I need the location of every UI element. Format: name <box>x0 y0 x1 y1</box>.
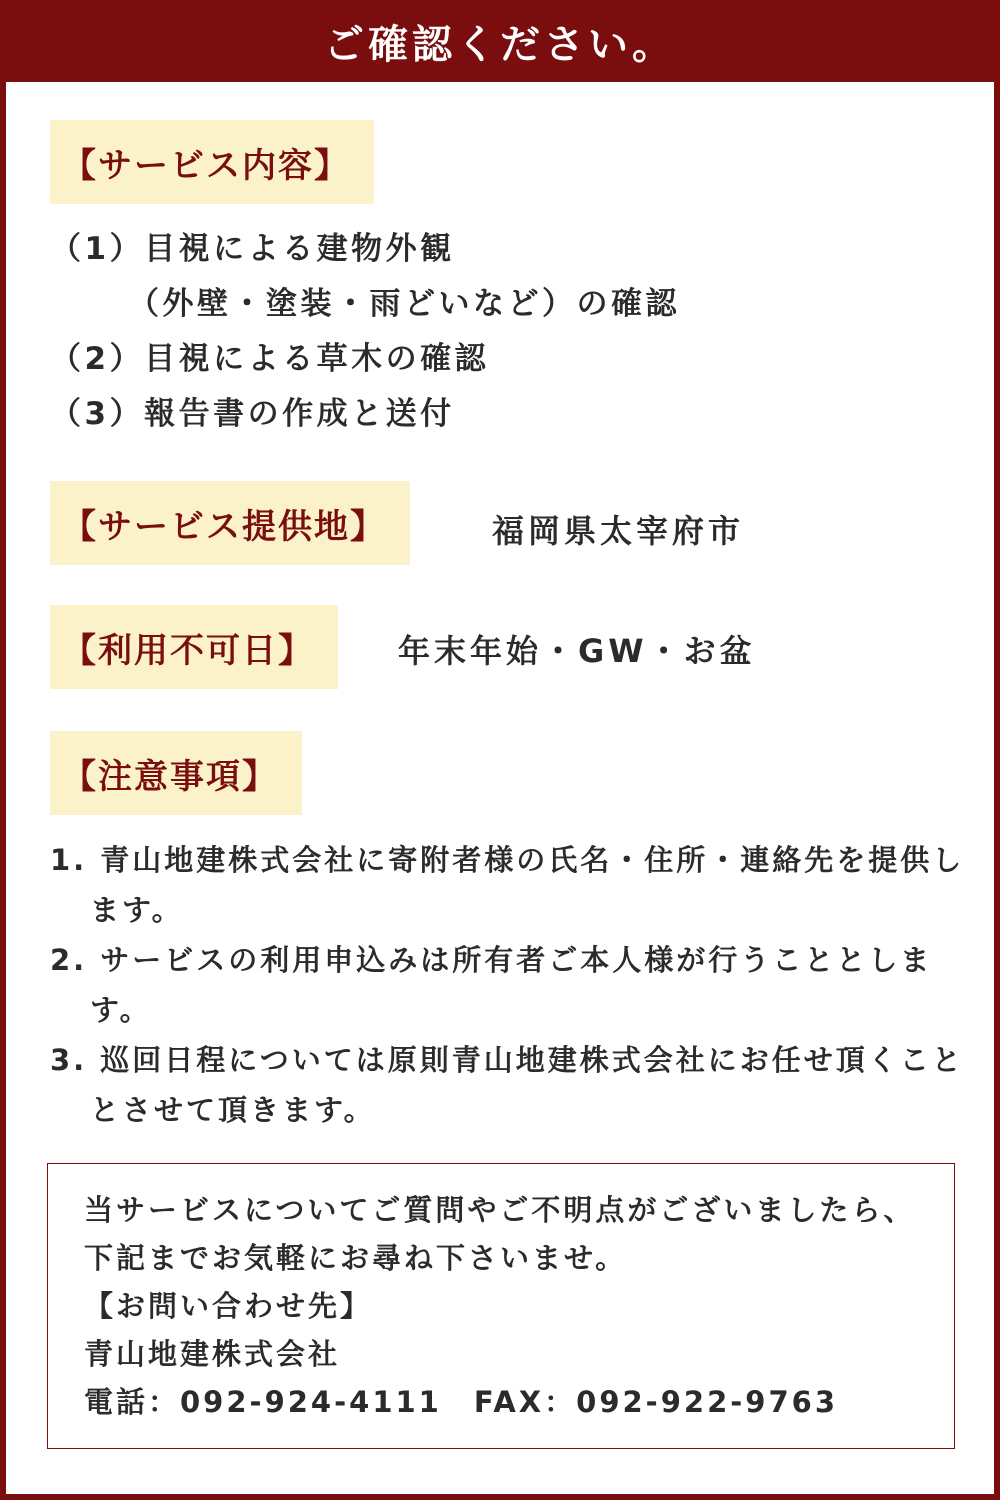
notes-label: 【注意事項】 <box>50 731 302 815</box>
contact-phone-fax: 電話：092-924-4111 FAX：092-922-9763 <box>84 1385 838 1419</box>
note-item-3: 3. 巡回日程については原則青山地建株式会社にお任せ頂くこととさせて頂きます。 <box>50 1043 964 1127</box>
note-item-1: 1. 青山地建株式会社に寄附者様の氏名・住所・連絡先を提供します。 <box>50 843 965 927</box>
contact-box <box>47 1163 955 1449</box>
list-item <box>50 222 680 332</box>
note-item-2: 2. サービスの利用申込みは所有者ご本人様が行うこととします。 <box>50 943 933 1027</box>
service-content-list <box>50 222 680 442</box>
service-item-1-detail: （外壁・塗装・雨どいなど）の確認 <box>128 286 680 322</box>
service-area-label: 【サービス提供地】 <box>50 481 410 565</box>
contact-company: 青山地建株式会社 <box>84 1337 341 1371</box>
service-area-value: 福岡県太宰府市 <box>492 512 745 550</box>
page-title: ご確認ください。 <box>0 0 1000 82</box>
unavailable-days-value: 年末年始・GW・お盆 <box>398 632 756 670</box>
service-content-label: 【サービス内容】 <box>50 120 374 204</box>
service-item-3: （3）報告書の作成と送付 <box>50 396 455 432</box>
service-item-2: （2）目視による草木の確認 <box>50 341 490 377</box>
list-item <box>50 387 680 442</box>
contact-intro-line-2: 下記までお気軽にお尋ね下さいませ。 <box>84 1241 628 1275</box>
contact-heading: 【お問い合わせ先】 <box>84 1289 373 1323</box>
unavailable-days-label: 【利用不可日】 <box>50 605 338 689</box>
list-item <box>50 332 680 387</box>
contact-intro-line-1: 当サービスについてご質問やご不明点がございましたら、 <box>84 1193 916 1227</box>
service-item-1: （1）目視による建物外観 <box>50 231 455 267</box>
notes-list <box>50 835 970 1135</box>
